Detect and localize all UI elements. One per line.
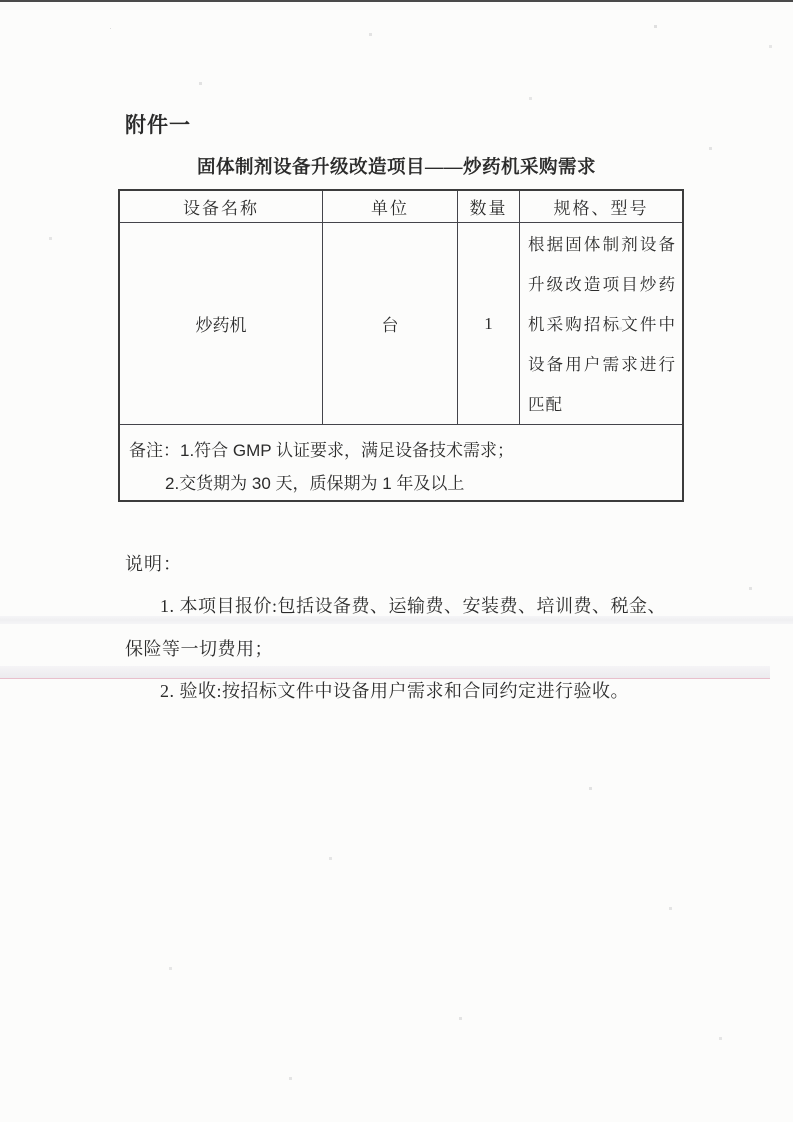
scan-noise-speckles [110, 28, 111, 29]
remarks-text-1: 1.符合 GMP 认证要求，满足设备技术需求； [180, 441, 515, 460]
header-unit: 单位 [323, 191, 458, 222]
header-quantity: 数量 [458, 191, 520, 222]
remarks-line-2: 2.交货期为 30 天，质保期为 1 年及以上 [165, 474, 465, 493]
attachment-label: 附件一 [125, 113, 191, 137]
spec-line: 机采购招标文件中 [528, 315, 676, 334]
remarks-label: 备注： [129, 441, 180, 460]
remarks-line-1 [129, 434, 672, 467]
spec-line: 升级改造项目炒药 [528, 275, 676, 294]
table-body-row [120, 223, 682, 425]
notes-heading: 说明： [125, 554, 182, 574]
notes-item2: 2. 验收:按招标文件中设备用户需求和合同约定进行验收。 [160, 681, 629, 701]
cell-spec [520, 223, 682, 424]
header-spec-model: 规格、型号 [553, 199, 649, 218]
cell-quantity: 1 [458, 223, 520, 424]
notes-item1-line1: 1. 本项目报价:包括设备费、运输费、安装费、培训费、税金、 [160, 596, 666, 616]
spec-line: 匹配 [528, 395, 563, 414]
table-remarks-row [120, 425, 682, 500]
spec-line: 根据固体制剂设备 [528, 235, 676, 254]
cell-unit: 台 [323, 223, 458, 424]
spec-line: 设备用户需求进行 [528, 355, 676, 374]
cell-device-name: 炒药机 [120, 223, 323, 424]
document-title: 固体制剂设备升级改造项目——炒药机采购需求 [196, 158, 596, 178]
notes-item1-line2: 保险等一切费用； [125, 639, 273, 659]
procurement-table [118, 189, 684, 502]
table-header-row [120, 191, 682, 223]
header-device-name: 设备名称 [120, 191, 323, 222]
remarks-content [120, 425, 682, 500]
scan-top-edge-line [0, 0, 793, 2]
